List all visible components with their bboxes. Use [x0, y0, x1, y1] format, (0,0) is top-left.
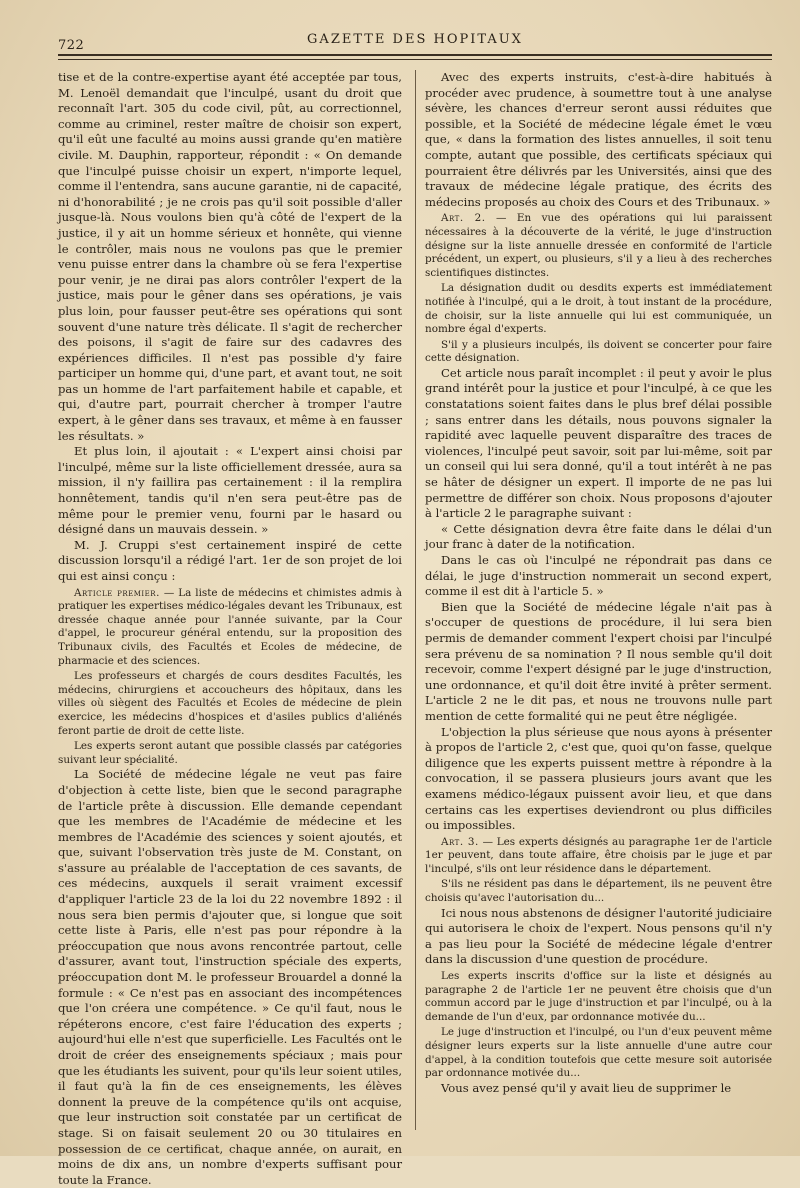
paragraph [425, 906, 772, 968]
paragraph-text: La Société de médecine légale ne veut pas faire d'objection à cette liste, bien que le second paragraphe de l'article prête à discussion. Elle demande cependant que les membres de l'Académie de médecine et les membres de l'Académie des sciences y soient ajoutés, et que, suivant l'observation très juste de M. Constant, on s'assure au préalable de l'acceptation de ces savants, de ces médecins, auxquels il serait vraiment excessif d'appliquer l'article 23 de la loi du 22 novembre 1892 : il nous sera bien permis d'ajouter que, si longue que soit cette liste à Paris, elle n'est pas pour répondre à la préoccupation que nous avons rencontrée partout, celle d'assurer, avant tout, l'instruction spéciale des experts, préoccupation dont M. le professeur Brouardel a donné la formule : « Ce n'est pas en associant des incompétences que l'on créera une compétence. » Ce qu'il faut, nous le répéterons encore, c'est faire l'éducation des experts ; aujourd'hui elle n'est que superficielle. Les Facultés ont le droit de créer des enseignements spéciaux ; mais pour que les étudiants les suivent, pour qu'ils leur soient utiles, il faut qu'à la fin de ces enseignements, les élèves donnent la preuve de la compétence qu'ils ont acquise, que leur instruction soit constatée par un certificat de stage. Si on faisait seulement 20 ou 30 titulaires en possession de ce certificat, chaque année, on aurait, en moins de dix ans, un nombre d'experts suffisant pour toute la France. [58, 767, 402, 1187]
paragraph-text: Dans le cas où l'inculpé ne répondrait pas dans ce délai, le juge d'instruction nommerait un second expert, comme il est dit à l'article 5. » [425, 553, 772, 599]
paragraph [425, 553, 772, 600]
paragraph [58, 670, 402, 738]
running-title: GAZETTE DES HOPITAUX [307, 32, 523, 47]
paragraph-text: Vous avez pensé qu'il y avait lieu de supprimer le [441, 1080, 732, 1095]
paragraph [58, 587, 402, 669]
paragraph-text: La désignation dudit ou desdits experts est immédiatement notifiée à l'inculpé, qui a le droit, à tout instant de la procédure, de choisir, sur la liste annuelle qui lui est communiquée, un nombre égal d'experts. [425, 282, 772, 336]
paragraph-text: Cet article nous paraît incomplet : il peut y avoir le plus grand intérêt pour la justice et pour l'inculpé, à ce que les constatations soient faites dans le plus bref délai possible ; sans entrer dans les détails, nous pouvons signaler la rapidité avec laquelle peuvent disparaître des traces de violences, l'inculpé peut savoir, soit par lui-même, soit par un conseil qui lui sera donné, qu'il a tout intérêt à ne pas se hâter de désigner un expert. Il importe de ne pas lui permettre de différer son choix. Nous proposons d'ajouter à l'article 2 le paragraphe suivant : [425, 365, 772, 521]
paragraph-text: L'objection la plus sérieuse que nous ayons à présenter à propos de l'article 2, c'est que, quoi qu'on fasse, quelque diligence que les experts puissent mettre à répondre à la convocation, il se passera plusieurs jours avant que les examens médico-légaux puissent avoir lieu, et que dans certains cas les expertises deviendront ou plus difficiles ou impossibles. [425, 724, 772, 833]
paragraph [425, 282, 772, 336]
paragraph [425, 522, 772, 553]
paragraph [58, 538, 402, 585]
page-number: 722 [58, 38, 85, 53]
paragraph [425, 725, 772, 834]
left-column [58, 70, 402, 1187]
paragraph [425, 1026, 772, 1080]
article-lead: Art. 2. [441, 212, 486, 225]
right-column [425, 70, 772, 1130]
paragraph-text: Bien que la Société de médecine légale n'ait pas à s'occuper de questions de procédure, il lui sera bien permis de demander comment l'expert choisi par l'inculpé sera prévenu de sa nomination ? Il nous semble qu'il doit recevoir, comme l'expert désigné par le juge d'instruction, une ordonnance, et qu'il doit être invité à prêter serment. L'article 2 ne le dit pas, et nous ne trouvons nulle part mention de cette formalité qui ne peut être négligée. [425, 599, 772, 723]
article-lead: Art. 3. [441, 835, 479, 848]
paragraph-text: S'ils ne résident pas dans le département, ils ne peuvent être choisis qu'avec l'autorisation du... [425, 878, 772, 905]
paragraph-text: Et plus loin, il ajoutait : « L'expert ainsi choisi par l'inculpé, même sur la liste officiellement dressée, aura sa mission, il n'y faillira pas certainement : il la remplira honnêtement, tandis qu'il n'en sera peut-être pas de même pour le premier venu, fourni par le hasard ou désigné dans un mauvais dessein. » [58, 444, 402, 537]
paragraph [58, 70, 402, 444]
paragraph-text: — La liste de médecins et chimistes admis à pratiquer les expertises médico-légales devant les Tribunaux, est dressée chaque année pour l'année suivante, par la Cour d'appel, le procureur général entendu, sur la proposition des Tribunaux civils, des Facultés et Ecoles de médecine, de pharmacie et des sciences. [58, 586, 402, 667]
paragraph [425, 339, 772, 366]
paragraph-text: — En vue des opérations qui lui paraissent nécessaires à la découverte de la vérité, le juge d'instruction désigne sur la liste annuelle dressée en conformité de l'article précédent, un expert, ou plusieurs, s'il y a lieu à des recherches scientifiques distinctes. [425, 212, 772, 279]
paragraph [425, 878, 772, 905]
paragraph-text: M. J. Cruppi s'est certainement inspiré de cette discussion lorsqu'il a rédigé l'art. 1er de son projet de loi qui est ainsi conçu : [58, 537, 402, 583]
paragraph-text: Les professeurs et chargés de cours desdites Facultés, les médecins, chirurgiens et accoucheurs des hôpitaux, dans les villes où siègent des Facultés et Ecoles de médecine de plein exercice, les médecins d'hospices et d'asiles publics d'aliénés feront partie de droit de cette liste. [58, 670, 402, 737]
paragraph-text: S'il y a plusieurs inculpés, ils doivent se concerter pour faire cette désignation. [425, 338, 772, 365]
paragraph-text: Les experts seront autant que possible classés par catégories suivant leur spécialité. [58, 740, 402, 766]
paragraph [425, 366, 772, 522]
paragraph-text: Ici nous nous abstenons de désigner l'autorité judiciaire qui autorisera le choix de l'expert. Nous pensons qu'il n'y a pas lieu pour la Société de médecine légale d'entrer dans la discussion d'une question de procédure. [425, 905, 772, 967]
paragraph-text: tise et de la contre-expertise ayant été acceptée par tous, M. Lenoël demandait que l'inculpé, usant du droit que reconnaît l'art. 305 du code civil, pût, au correctionnel, comme au criminel, rester maître de choisir son expert, qu'il eût une faculté au moins aussi grande qu'en matière civile. M. Dauphin, rapporteur, répondit : « On demande que l'inculpé puisse choisir un expert, n'importe lequel, comme il l'entendra, sans aucune garantie, ni de capacité, ni d'honorabilité ; je ne crois pas qu'il soit possible d'aller jusque-là. Nous voulons bien qu'à côté de l'expert de la justice, il y ait un homme sérieux et honnête, qui vienne le contrôler, mais nous ne voulons pas que le premier venu puisse entrer dans la chambre où se fera l'expertise pour venir, je ne dirai pas alors contrôler l'expert de la justice, mais pour le gêner dans ses opérations, je vais plus loin, pour fausser peut-être ses opérations qui sont souvent d'une nature très délicate. Il s'agit de rechercher des poisons, il s'agit de faire sur des cadavres des expériences difficiles. Il n'est pas possible d'y faire participer un homme qui, d'une part, et avant tout, ne soit pas un homme de l'art parfaitement habile et capable, et qui, d'autre part, pourrait chercher à tromper l'autre expert, à le gêner dans ses travaux, et même à en fausser les résultats. » [58, 70, 402, 443]
paragraph [425, 600, 772, 725]
paragraph [58, 444, 402, 538]
paragraph [58, 767, 402, 1188]
paragraph [425, 970, 772, 1024]
paragraph-text: Les experts inscrits d'office sur la liste et désignés au paragraphe 2 de l'article 1er ne peuvent être choisis que d'un commun accord par le juge d'instruction et par l'inculpé, ou à la demande de l'un d'eux, par ordonnance motivée du... [425, 970, 772, 1023]
paragraph [425, 836, 772, 877]
page-header [58, 26, 772, 52]
paragraph [425, 70, 772, 210]
header-rule-thin [58, 59, 772, 60]
column-divider [415, 70, 416, 1130]
paragraph-text: — Les experts désignés au paragraphe 1er de l'article 1er peuvent, dans toute affaire, être choisis par le juge et par l'inculpé, s'ils ont leur résidence dans le département. [425, 835, 772, 875]
paragraph [425, 212, 772, 280]
paragraph-text: Avec des experts instruits, c'est-à-dire habitués à procéder avec prudence, à soumettre tout à une analyse sévère, les chances d'erreur seront aussi réduites que possible, et la Société de médecine légale émet le vœu que, « dans la formation des listes annuelles, il soit tenu compte, autant que possible, des certificats spéciaux qui pourraient être délivrés par les Universités, ainsi que des travaux de médecine légale pratique, des écrits des médecins proposés au choix des Cours et des Tribunaux. » [425, 70, 772, 209]
paragraph-text: Le juge d'instruction et l'inculpé, ou l'un d'eux peuvent même désigner leurs experts sur la liste annuelle d'une autre cour d'appel, à la condition toutefois que cette mesure soit autorisée par ordonnance motivée du... [425, 1026, 772, 1080]
paragraph [58, 740, 402, 767]
header-rule-thick [58, 54, 772, 56]
paragraph-text: « Cette désignation devra être faite dans le délai d'un jour franc à dater de la notification. [425, 521, 772, 552]
paragraph [425, 1081, 772, 1097]
article-lead: Article premier. [74, 586, 160, 599]
